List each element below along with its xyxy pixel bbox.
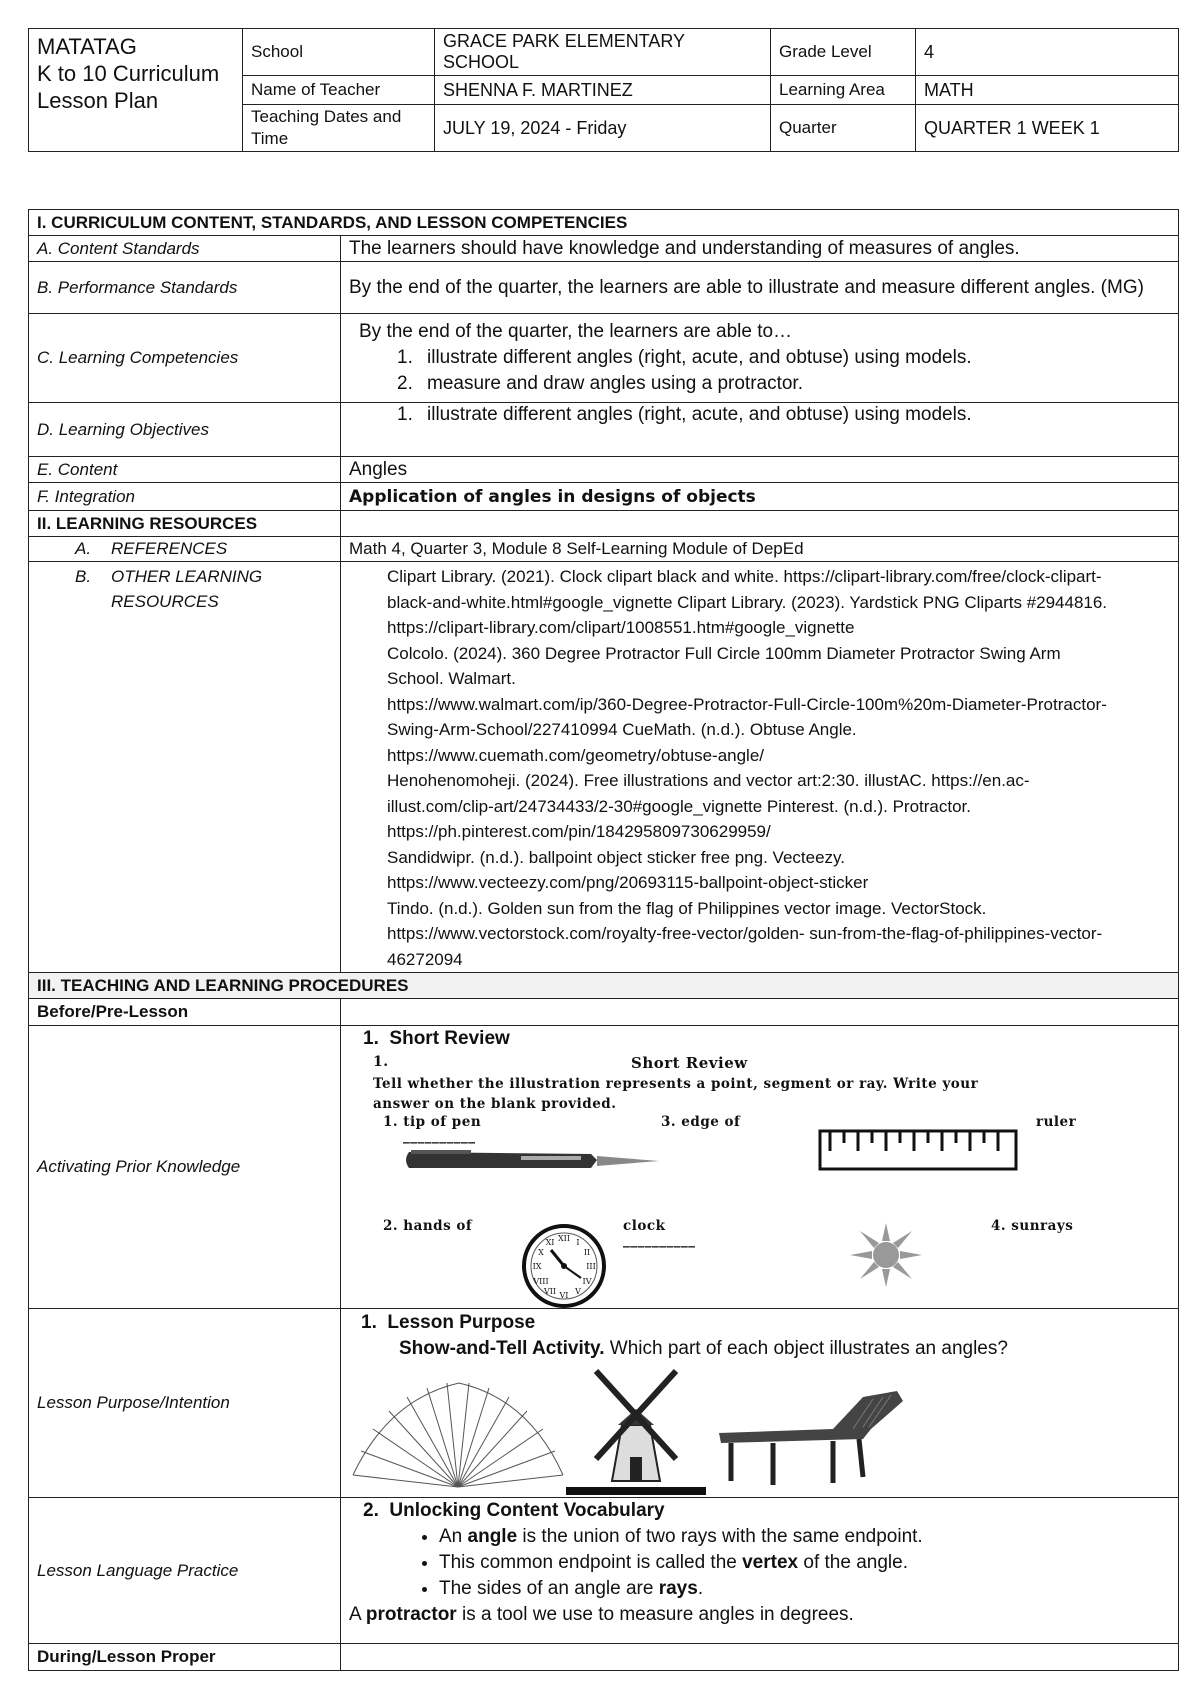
reference-line: Henohenomoheji. (2024). Free illustrations and vector art:2:30. illustAC. https://en.ac- — [387, 771, 1030, 790]
area-value: MATH — [916, 76, 1179, 105]
reference-line: https://www.walmart.com/ip/360-Degree-Protractor-Full-Circle-100m%20m-Diameter-Protractor- — [387, 694, 1107, 714]
activating-prior-knowledge-label: Activating Prior Knowledge — [29, 1026, 341, 1309]
content-label: E. Content — [29, 457, 341, 483]
show-and-tell-text: Show-and-Tell Activity. Which part of each object illustrates an angles? — [399, 1338, 1008, 1359]
reference-line: https://www.cuemath.com/geometry/obtuse-angle/ — [387, 745, 765, 765]
item-sunrays: 4. sunrays — [991, 1218, 1074, 1234]
header-table — [28, 28, 1179, 152]
activating-prior-knowledge-content — [341, 1026, 1179, 1309]
reference-line: https://ph.pinterest.com/pin/184295809730629959/ — [387, 822, 771, 841]
reference-line: Colcolo. (2024). 360 Degree Protractor Full Circle 100mm Diameter Protractor Swing Arm — [387, 643, 1061, 663]
brand-line-2: K to 10 Curriculum — [37, 61, 220, 86]
objective-item: 1. illustrate different angles (right, acute, and obtuse) using models. — [397, 404, 972, 425]
svg-text:XII: XII — [557, 1234, 571, 1243]
svg-text:X: X — [538, 1248, 544, 1257]
integration-label: F. Integration — [29, 483, 341, 511]
item-hands-of: 2. hands of — [383, 1218, 473, 1234]
reference-line: black-and-white.html#google_vignette Clipart Library. (2023). Yardstick PNG Cliparts #2944816. — [387, 592, 1108, 612]
grade-value: 4 — [916, 29, 1179, 76]
lounge-chair-image — [713, 1389, 913, 1489]
lesson-plan-table — [28, 209, 1179, 1671]
svg-text:IX: IX — [532, 1262, 542, 1271]
reference-line: Swing-Arm-School/227410994 CueMath. (n.d.). Obtuse Angle. — [387, 720, 857, 739]
competencies-intro: By the end of the quarter, the learners are able to… — [359, 321, 793, 342]
svg-text:I: I — [576, 1238, 580, 1247]
lesson-purpose-content — [341, 1309, 1179, 1498]
answer-blank: __________ — [403, 1128, 476, 1144]
svg-text:III: III — [586, 1262, 596, 1271]
reference-line: https://www.vectorstock.com/royalty-free-vector/golden- sun-from-the-flag-of-philippines-vector- — [387, 924, 1103, 943]
learning-objectives-label: D. Learning Objectives — [29, 403, 341, 457]
vocabulary-item: • The sides of an angle are rays. — [439, 1576, 1170, 1602]
lesson-purpose-label: Lesson Purpose/Intention — [29, 1309, 341, 1498]
review-number: 1. — [373, 1054, 389, 1070]
during-lesson-label: During/Lesson Proper — [29, 1644, 341, 1671]
performance-standards-value: By the end of the quarter, the learners are able to illustrate and measure different angles. (MG) — [341, 262, 1179, 314]
integration-value: Application of angles in designs of objects — [341, 483, 1179, 511]
svg-text:VIII: VIII — [533, 1277, 549, 1286]
other-resources-list — [341, 562, 1179, 973]
school-label: School — [243, 29, 435, 76]
learning-competencies-label: C. Learning Competencies — [29, 314, 341, 403]
dates-label: Teaching Dates and Time — [243, 105, 435, 152]
teacher-label: Name of Teacher — [243, 76, 435, 105]
item-tip-of-pen: 1. tip of pen — [383, 1114, 482, 1130]
reference-line: https://www.vecteezy.com/png/20693115-ballpoint-object-sticker — [387, 873, 869, 892]
learning-objectives-value — [341, 403, 1179, 457]
reference-line: https://clipart-library.com/clipart/1008551.htm#google_vignette — [387, 618, 855, 637]
brand-line-3: Lesson Plan — [37, 88, 159, 113]
brand-block — [29, 29, 243, 152]
performance-standards-label: B. Performance Standards — [29, 262, 341, 314]
section-1-title: I. CURRICULUM CONTENT, STANDARDS, AND LESSON COMPETENCIES — [29, 210, 1179, 236]
lesson-purpose-heading: 1. Lesson Purpose — [361, 1312, 536, 1333]
area-label: Learning Area — [771, 76, 916, 105]
item-clock: clock — [623, 1218, 666, 1234]
competency-item: 2. measure and draw angles using a protractor. — [397, 373, 803, 394]
content-standards-label: A. Content Standards — [29, 236, 341, 262]
content-standards-value: The learners should have knowledge and understanding of measures of angles. — [341, 236, 1179, 262]
clock-image — [521, 1224, 607, 1308]
ruler-image — [818, 1129, 1018, 1171]
before-lesson-label: Before/Pre-Lesson — [29, 999, 341, 1026]
quarter-label: Quarter — [771, 105, 916, 152]
vocabulary-list — [349, 1524, 1170, 1602]
section-2-title: II. LEARNING RESOURCES — [29, 511, 341, 537]
vocabulary-heading: 2. Unlocking Content Vocabulary — [363, 1500, 665, 1521]
protractor-definition: A protractor is a tool we use to measure angles in degrees. — [349, 1604, 854, 1625]
reference-line: Sandidwipr. (n.d.). ballpoint object sticker free png. Vecteezy. — [387, 847, 845, 867]
reference-line: illust.com/clip-art/24734433/2-30#google_vignette Pinterest. (n.d.). Protractor. — [387, 796, 971, 816]
windmill-image — [566, 1361, 706, 1495]
school-value: GRACE PARK ELEMENTARY SCHOOL — [435, 29, 771, 76]
sun-image — [846, 1222, 926, 1288]
answer-blank: __________ — [623, 1232, 696, 1248]
pen-image — [401, 1144, 663, 1176]
vocabulary-item: • This common endpoint is called the vertex of the angle. — [439, 1550, 1170, 1576]
content-value: Angles — [341, 457, 1179, 483]
section-3-title: III. TEACHING AND LEARNING PROCEDURES — [29, 973, 1179, 999]
reference-line: Clipart Library. (2021). Clock clipart black and white. https://clipart-library.com/free/clock-clipart- — [387, 567, 1102, 586]
vocabulary-item: • An angle is the union of two rays with the same endpoint. — [439, 1524, 1170, 1550]
grade-label: Grade Level — [771, 29, 916, 76]
svg-text:XI: XI — [545, 1238, 555, 1247]
svg-text:IV: IV — [582, 1277, 592, 1286]
other-resources-label: B. OTHER LEARNING RESOURCES — [29, 562, 341, 973]
teacher-value: SHENNA F. MARTINEZ — [435, 76, 771, 105]
reference-line: 46272094 — [387, 949, 463, 969]
svg-text:VII: VII — [543, 1287, 557, 1296]
fan-image — [349, 1379, 567, 1491]
review-instruction: Tell whether the illustration represents a point, segment or ray. Write your answer on the blank provided. — [373, 1076, 979, 1112]
short-review-heading: 1. Short Review — [363, 1028, 510, 1049]
svg-text:V: V — [575, 1287, 581, 1296]
reference-line: Tindo. (n.d.). Golden sun from the flag of Philippines vector image. VectorStock. — [387, 898, 987, 918]
item-ruler: ruler — [1036, 1114, 1077, 1130]
reference-line: School. Walmart. — [387, 669, 516, 688]
references-value: Math 4, Quarter 3, Module 8 Self-Learning Module of DepEd — [341, 537, 1179, 562]
lesson-language-content — [341, 1498, 1179, 1644]
svg-text:II: II — [583, 1248, 591, 1257]
lesson-language-label: Lesson Language Practice — [29, 1498, 341, 1644]
svg-text:VI: VI — [559, 1291, 569, 1300]
item-edge-of: 3. edge of — [661, 1114, 741, 1130]
dates-value: JULY 19, 2024 - Friday — [435, 105, 771, 152]
brand-line-1: MATATAG — [37, 34, 137, 59]
review-title: Short Review — [631, 1054, 748, 1072]
quarter-value: QUARTER 1 WEEK 1 — [916, 105, 1179, 152]
learning-competencies-value — [341, 314, 1179, 403]
competency-item: 1. illustrate different angles (right, acute, and obtuse) using models. — [397, 347, 972, 368]
references-label: A. REFERENCES — [29, 537, 341, 562]
